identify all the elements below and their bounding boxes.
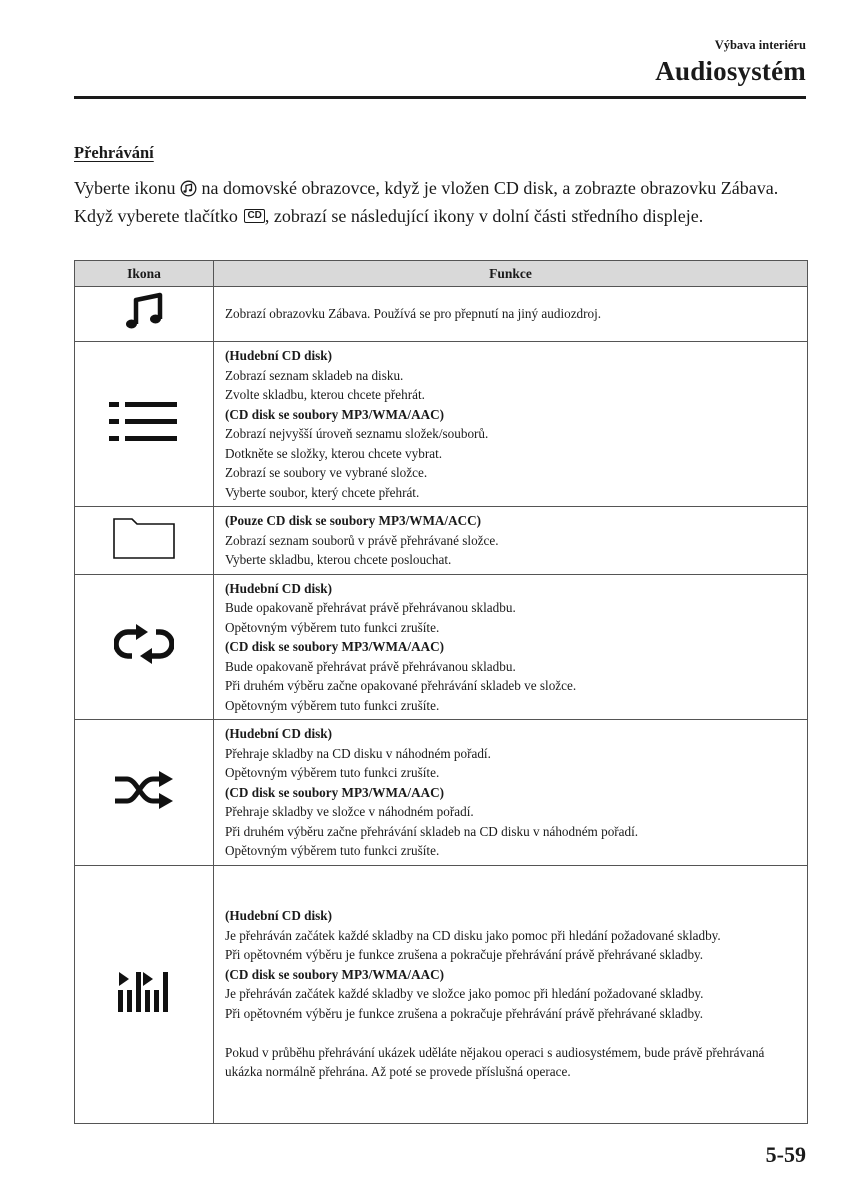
function-text: Při opětovném výběru je funkce zrušena a pokračuje přehrávání právě přehrávané skladby. bbox=[225, 947, 704, 963]
intro-text-1: Vyberte ikonu bbox=[74, 178, 180, 198]
subheading: (Hudební CD disk) bbox=[225, 726, 333, 741]
folder-icon bbox=[112, 547, 176, 564]
table-row bbox=[75, 342, 808, 507]
function-text: Opětovným výběrem tuto funkci zrušíte. bbox=[225, 843, 440, 858]
column-header-function: Funkce bbox=[214, 261, 808, 287]
header-divider bbox=[74, 96, 806, 99]
icon-cell bbox=[75, 720, 214, 866]
shuffle-icon bbox=[113, 797, 175, 814]
list-icon bbox=[109, 431, 179, 448]
function-cell bbox=[214, 865, 808, 1123]
table-row bbox=[75, 287, 808, 342]
spacer bbox=[225, 1023, 797, 1043]
table-row bbox=[75, 574, 808, 720]
subheading: (Hudební CD disk) bbox=[225, 908, 333, 924]
function-text: Zobrazí seznam skladeb na disku. bbox=[225, 367, 404, 383]
function-text: Je přehráván začátek každé skladby ve složce jako pomoc při hledání požadované skladby. bbox=[225, 986, 704, 1002]
icon-cell bbox=[75, 342, 214, 507]
function-text: Přehraje skladby na CD disku v náhodném pořadí. bbox=[225, 745, 491, 761]
subheading: (Hudební CD disk) bbox=[225, 348, 333, 363]
function-cell bbox=[214, 507, 808, 575]
subheading: (CD disk se soubory MP3/WMA/AAC) bbox=[225, 639, 445, 654]
icon-cell bbox=[75, 507, 214, 575]
note-text: Pokud v průběhu přehrávání ukázek uděláte nějakou operaci s audiosystémem, bude právě přehrávaná ukázka normálně přehrána. Až poté se provede příslušná operace. bbox=[225, 1044, 765, 1080]
function-text: Při druhém výběru začne opakované přehrávání skladeb ve složce. bbox=[225, 678, 577, 693]
function-table bbox=[74, 260, 808, 1124]
icon-cell bbox=[75, 574, 214, 720]
music-note-icon bbox=[122, 321, 166, 338]
function-text: Zvolte skladbu, kterou chcete přehrát. bbox=[225, 387, 425, 402]
chapter-subtitle: Výbava interiéru bbox=[714, 38, 806, 52]
page-number: 5-59 bbox=[765, 1142, 806, 1167]
function-text: Dotkněte se složky, kterou chcete vybrat. bbox=[225, 445, 443, 461]
function-text: Zobrazí obrazovku Zábava. Používá se pro přepnutí na jiný audiozdroj. bbox=[225, 306, 602, 322]
cd-button-icon: CD bbox=[244, 209, 264, 223]
function-text: Zobrazí se soubory ve vybrané složce. bbox=[225, 465, 428, 480]
function-text: Opětovným výběrem tuto funkci zrušíte. bbox=[225, 697, 440, 713]
scan-icon bbox=[116, 1001, 172, 1018]
repeat-icon bbox=[114, 651, 174, 668]
function-cell bbox=[214, 574, 808, 720]
intro-text-3: , zobrazí se následující ikony v dolní části středního displeje. bbox=[264, 206, 704, 226]
subheading: (CD disk se soubory MP3/WMA/AAC) bbox=[225, 406, 445, 422]
page-title: Audiosystém bbox=[655, 56, 806, 86]
table-row bbox=[75, 865, 808, 1123]
intro-paragraph bbox=[74, 176, 809, 229]
table-row bbox=[75, 720, 808, 866]
table-header-row bbox=[75, 261, 808, 287]
function-text: Je přehráván začátek každé skladby na CD disku jako pomoc při hledání požadované skladby. bbox=[225, 927, 721, 943]
function-text: Zobrazí seznam souborů v právě přehrávané složce. bbox=[225, 532, 499, 548]
icon-cell bbox=[75, 287, 214, 342]
function-text: Při opětovném výběru je funkce zrušena a pokračuje přehrávání právě přehrávané skladby. bbox=[225, 1005, 704, 1021]
function-cell bbox=[214, 287, 808, 342]
intro-text-2: na domovské obrazovce, když je vložen CD disk, a zobrazte obrazovku Zábava. Když vyberete tlačítko bbox=[74, 178, 779, 226]
function-text: Zobrazí nejvyšší úroveň seznamu složek/souborů. bbox=[225, 426, 489, 441]
function-text: Přehraje skladby ve složce v náhodném pořadí. bbox=[225, 804, 474, 819]
icon-cell bbox=[75, 865, 214, 1123]
subheading: (Hudební CD disk) bbox=[225, 580, 333, 596]
music-circle-icon bbox=[180, 179, 197, 204]
function-text: Bude opakovaně přehrávat právě přehrávanou skladbu. bbox=[225, 600, 516, 615]
function-text: Vyberte skladbu, kterou chcete poslouchat. bbox=[225, 552, 452, 567]
column-header-icon: Ikona bbox=[75, 261, 214, 287]
function-text: Vyberte soubor, který chcete přehrát. bbox=[225, 484, 420, 500]
function-text: Opětovným výběrem tuto funkci zrušíte. bbox=[225, 619, 440, 635]
table-row bbox=[75, 507, 808, 575]
section-heading: Přehrávání bbox=[74, 143, 154, 162]
subheading: (Pouze CD disk se soubory MP3/WMA/ACC) bbox=[225, 513, 482, 528]
subheading: (CD disk se soubory MP3/WMA/AAC) bbox=[225, 784, 445, 800]
subheading: (CD disk se soubory MP3/WMA/AAC) bbox=[225, 966, 445, 982]
function-text: Bude opakovaně přehrávat právě přehrávanou skladbu. bbox=[225, 658, 516, 674]
function-cell bbox=[214, 720, 808, 866]
function-cell bbox=[214, 342, 808, 507]
function-text: Opětovným výběrem tuto funkci zrušíte. bbox=[225, 765, 440, 780]
function-text: Při druhém výběru začne přehrávání skladeb na CD disku v náhodném pořadí. bbox=[225, 823, 639, 839]
